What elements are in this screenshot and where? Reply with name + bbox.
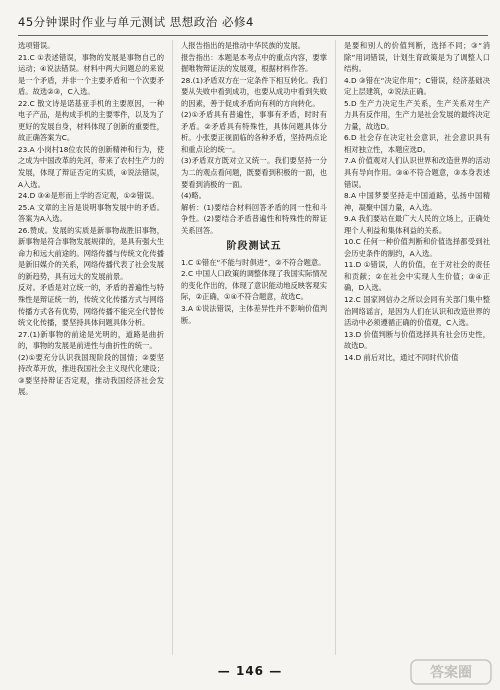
paragraph: (2)①矛盾具有普遍性，事事有矛盾，时时有矛盾。②矛盾具有特殊性，具体问题具体分析。小张要正视面临的各种矛盾，坚持两点论和重点论的统一。 xyxy=(181,110,327,154)
paragraph: 10.C 任何一种价值判断和价值选择都受到社会历史条件的制约，A入选。 xyxy=(344,237,490,258)
paragraph: 13.D 价值判断与价值选择具有社会历史性，故选D。 xyxy=(344,329,490,351)
paragraph: 28.(1)矛盾双方在一定条件下相互转化。我们要从失败中看到成功，也要从成功中看到失败的因素，善于促成矛盾向有利的方向转化。 xyxy=(181,75,327,108)
paragraph: (2)①要充分认识我国现阶段的国情；②要坚持改革开放，推进我国社会主义现代化建设；③要坚持辩证否定观，推动我国经济社会发展。 xyxy=(18,352,164,397)
watermark-logo xyxy=(410,658,492,686)
paragraph: 反对。矛盾是对立统一的，矛盾的普遍性与特殊性是辩证统一的，传统文化传播方式与网络传播方式各有优势，网络传播不能完全代替传统文化传播，要坚持具体问题具体分析。 xyxy=(18,283,164,328)
paragraph: 8.A 中国梦要坚持走中国道路，弘扬中国精神，凝聚中国力量，A入选。 xyxy=(344,191,490,212)
paragraph: 25.A 文章的主旨是说明事物发展中的矛盾。答案为A入选。 xyxy=(18,202,164,224)
column-divider xyxy=(335,40,336,655)
paragraph: 报告指出：本题是本考点中的重点内容，要掌握唯物辩证法的发展观，根据材料作答。 xyxy=(181,52,327,74)
page-number: — 146 — xyxy=(217,664,283,678)
column-left xyxy=(18,40,164,655)
svg-text:答案圈: 答案圈 xyxy=(430,665,472,681)
paragraph: 24.D ③④是形而上学的否定观，①②错误。 xyxy=(18,191,159,201)
paragraph: 12.C 国家网信办之所以会同有关部门集中整治网络谣言，是因为人们在认识和改造世界的活动中必须遵循正确的价值观，C入选。 xyxy=(344,295,490,328)
paragraph: 21.C ①表述错误，事物的发展是事物自己的运动；④说法错误。材料中两大问题总的来说是一个矛盾，并非一个主要矛盾和一个次要矛盾。故选②③，C入选。 xyxy=(18,52,164,97)
paragraph: 3.A ①说法错误，主体差异性并不影响价值判断。 xyxy=(181,304,327,325)
section-title: 阶段测试五 xyxy=(226,241,282,253)
paragraph: 22.C 散文诗是诺基亚手机的主要原因，一种电子产品，是构成手机的主要零件，以及为了更好的发展自身，材料体现了创新的重要性，故正确答案为C。 xyxy=(18,98,164,143)
paragraph: 5.D 生产力决定生产关系，生产关系对生产力具有反作用，生产力是社会发展的最终决定力量，故选D。 xyxy=(344,98,490,131)
paragraph: (3)矛盾双方既对立又统一。我们要坚持一分为二的观点看问题，既要看到积极的一面，也要看到消极的一面。 xyxy=(181,156,327,189)
paragraph: (4)略。 xyxy=(181,191,206,201)
running-header: 45分钟课时作业与单元测试 思想政治 必修4 xyxy=(18,15,254,29)
paragraph: 14.D 前后对比，通过不同时代价值 xyxy=(344,352,459,362)
header-rule xyxy=(18,35,488,36)
column-divider xyxy=(172,40,173,655)
column-middle xyxy=(181,40,327,655)
column-right xyxy=(344,40,490,655)
paragraph: 选项错误。 xyxy=(18,41,55,50)
paragraph: 26.赞成。发展的实质是新事物战胜旧事物，新事物是符合事物发展规律的，是具有强大生命力和远大前途的。网络传播与传统文化传播是新旧媒介的关系，网络传播代表了社会发展的新趋势，具有远大的发展前景。 xyxy=(18,225,164,281)
paragraph: 6.D 社会存在决定社会意识，社会意识具有相对独立性，本题应选D。 xyxy=(344,133,490,154)
paragraph: 4.D ③错在“决定作用”；C错误，经济基础决定上层建筑，②说法正确。 xyxy=(344,75,490,97)
paragraph: 9.A 我们要站在最广大人民的立场上，正确处理个人利益和集体利益的关系。 xyxy=(344,214,490,235)
paragraph: 1.C ①错在“不能与时俱进”，②不符合题意。 xyxy=(181,257,326,267)
text-columns xyxy=(18,40,490,655)
paragraph: 7.A 价值观对人们认识世界和改造世界的活动具有导向作用。③④不符合题意，③本身表述错误。 xyxy=(344,156,490,189)
paragraph: 2.C 中国人口政策的调整体现了我国实际情况的变化作出的，体现了意识能动地反映客观实际，②正确，①④不符合题意，故选C。 xyxy=(181,269,327,302)
paragraph: 解析：(1)要结合材料回答矛盾的同一性和斗争性。(2)要结合矛盾普遍性和特殊性的辩证关系回答。 xyxy=(181,202,327,235)
paragraph: 23.A 小岗村18位农民的创新精神和行为，使之成为中国改革的先河，带来了农村生产力的发展，体现了辩证否定的实质，④说法错误，A入选。 xyxy=(18,144,164,189)
watermark-logo-icon xyxy=(410,658,492,686)
paragraph: 11.D ①错误，人的价值，在于对社会的责任和贡献；②在社会中实现人生价值；③④正确，D入选。 xyxy=(344,260,490,293)
paragraph: 人报告指出的是推动中华民族的发展。 xyxy=(181,41,306,50)
paragraph: 27.(1)新事物的前途是光明的，道路是曲折的，事物的发展是前进性与曲折性的统一。 xyxy=(18,329,164,351)
paragraph: 是要和别人的价值判断，选择不同；③“消除”用词错误，计划生育政策是为了调整人口结构。 xyxy=(344,41,490,74)
